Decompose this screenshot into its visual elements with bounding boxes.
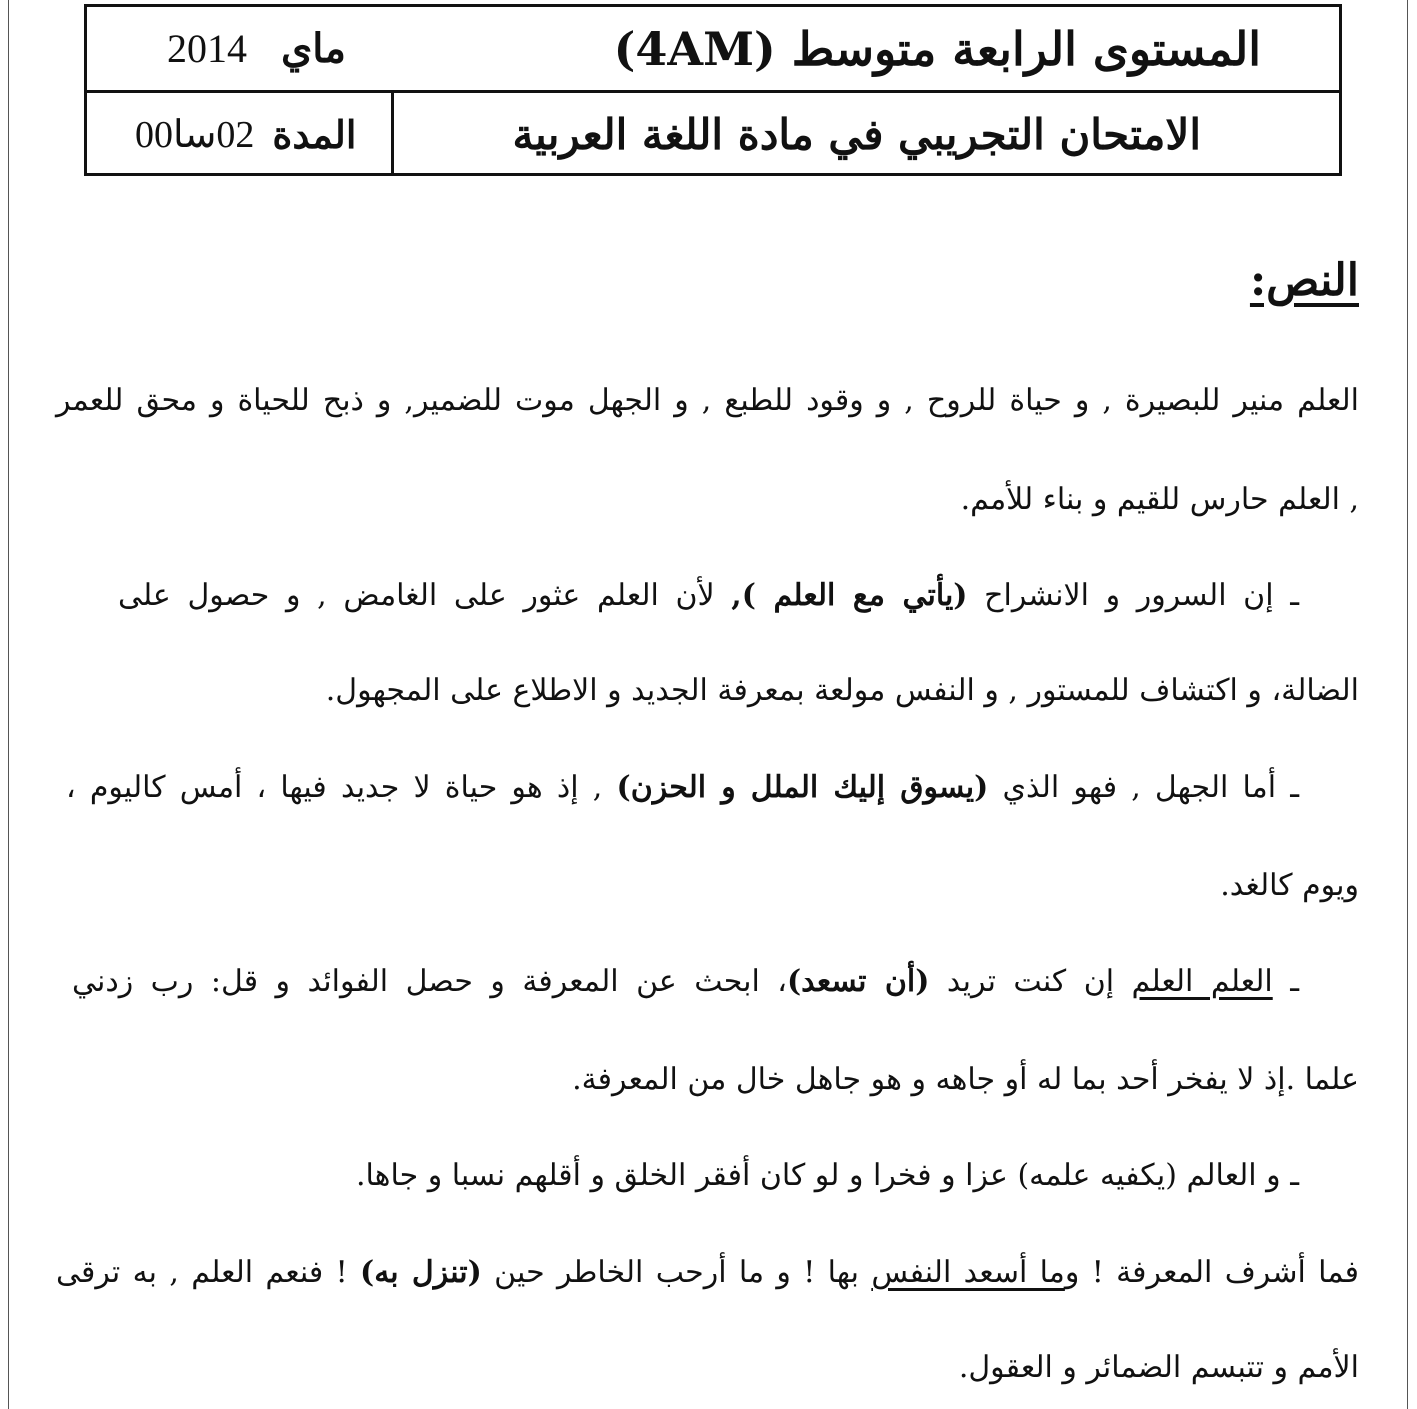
text-line-5-a: ـ أما الجهل , فهو الذي bbox=[988, 770, 1299, 805]
text-line-7-c: إن كنت تريد bbox=[929, 964, 1132, 999]
header-row-level bbox=[87, 7, 1339, 93]
exam-title: الامتحان التجريبي في مادة اللغة العربية bbox=[512, 110, 1201, 159]
text-line-7-e: ، ابحث عن المعرفة و حصل الفوائد و قل: رب زدني bbox=[72, 964, 787, 999]
header-divider bbox=[391, 93, 394, 176]
text-line-6: ويوم كالغد. bbox=[1220, 868, 1359, 903]
text-line-10-bold: (تنزل به) bbox=[360, 1255, 482, 1290]
header-row-title bbox=[87, 93, 1339, 176]
text-line-7 bbox=[72, 964, 1299, 999]
text-line-10-e: ! فنعم العلم , به ترقى bbox=[56, 1255, 361, 1290]
section-title: النص: bbox=[1249, 255, 1359, 306]
text-line-8: علما .إذ لا يفخر أحد بما له أو جاهه و هو جاهل خال من المعرفة. bbox=[572, 1062, 1359, 1097]
text-line-10-c: بها ! و ما أرحب الخاطر حين bbox=[481, 1255, 872, 1290]
exam-year: 2014 bbox=[167, 26, 247, 71]
text-line-7-underlined: العلم العلم bbox=[1131, 964, 1273, 999]
text-line-11: الأمم و تتبسم الضمائر و العقول. bbox=[958, 1350, 1359, 1385]
text-line-5 bbox=[66, 770, 1299, 805]
exam-month: ماي bbox=[281, 25, 346, 72]
text-line-10-a: فما أشرف المعرفة ! و bbox=[1064, 1255, 1360, 1290]
text-line-3 bbox=[118, 578, 1299, 613]
duration-value: 02سا00 bbox=[135, 114, 255, 156]
text-line-5-bold: (يسوق إليك الملل و الحزن) bbox=[616, 770, 989, 805]
level-label: المستوى الرابعة متوسط (4AM) bbox=[613, 21, 1261, 76]
text-line-7-a: ـ bbox=[1272, 964, 1300, 999]
text-line-7-bold: (أن تسعد) bbox=[786, 964, 930, 999]
exam-duration bbox=[135, 93, 356, 176]
text-line-9: ـ و العالم (يكفيه علمه) عزا و فخرا و لو كان أفقر الخلق و أقلهم نسبا و جاها. bbox=[356, 1158, 1299, 1193]
exam-date bbox=[167, 7, 346, 90]
text-line-3-bold: (يأتي مع العلم ), bbox=[731, 578, 968, 613]
text-line-10-underlined: ما أسعد النفس bbox=[871, 1255, 1065, 1290]
text-line-3-c: لأن العلم عثور على الغامض , و حصول على bbox=[118, 578, 732, 613]
text-line-1: العلم منير للبصيرة , و حياة للروح , و وقود للطبع , و الجهل موت للضمير, و ذبح للحياة و محق للعمر bbox=[56, 383, 1359, 418]
text-line-10 bbox=[56, 1255, 1359, 1290]
text-line-4: الضالة، و اكتشاف للمستور , و النفس مولعة بمعرفة الجديد و الاطلاع على المجهول. bbox=[325, 673, 1359, 708]
text-line-5-c: , إذ هو حياة لا جديد فيها ، أمس كاليوم ، bbox=[66, 770, 617, 805]
duration-label: المدة bbox=[272, 112, 357, 157]
text-line-3-a: ـ إن السرور و الانشراح bbox=[967, 578, 1299, 613]
exam-header-table bbox=[84, 4, 1342, 176]
text-line-2: , العلم حارس للقيم و بناء للأمم. bbox=[960, 482, 1359, 517]
